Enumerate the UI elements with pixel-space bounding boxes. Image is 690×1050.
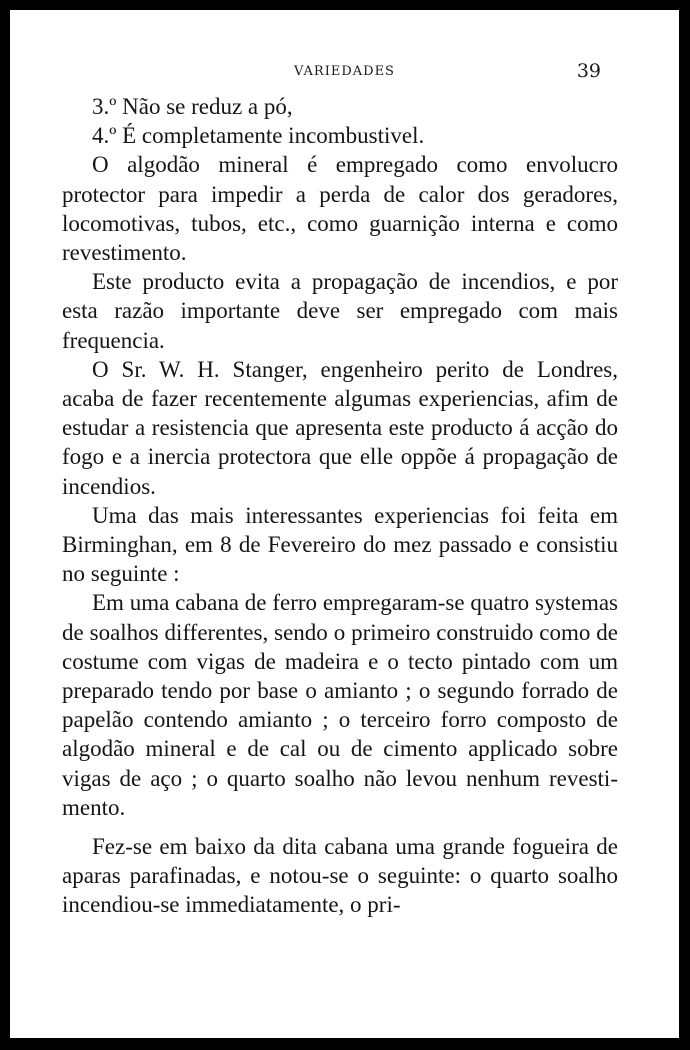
paragraph-birmingham-experiment: Uma das mais interessantes experiencias foi feita em Birminghan, em 8 de Fevereiro do mez passado e consistiu no seguinte :	[62, 502, 618, 587]
paragraph-iron-hut-floors: Em uma cabana de ferro empregaram-se quatro systemas de soalhos differentes, sendo o primeiro construido como de costume com vigas de madeira e o tecto pintado com um preparado tendo por base o amianto ; o segundo forrado de papelão contendo amianto ; o terceiro forro composto de algodão mineral e de cal ou de cimento applicado sobre vigas de aço ; o quarto soalho não levou nenhum revestimento.	[62, 590, 618, 820]
paragraph-fire-propagation: Este producto evita a propagação de incendios, e por esta razão importante deve ser empregado com mais frequencia.	[62, 269, 618, 353]
running-title: VARIEDADES	[294, 64, 395, 79]
list-item-3: 3.º Não se reduz a pó,	[92, 94, 293, 119]
paragraph-mineral-cotton-use: O algodão mineral é empregado como envolucro protector para impedir a perda de calor dos geradores, locomotivas, tubos, etc., como guarnição interna e como revestimento.	[62, 152, 618, 266]
paragraph-bonfire-test: Fez-se em baixo da dita cabana uma grande fogueira de aparas parafinadas, e notou-se o seguinte: o quarto soalho incendiou-se immediatamente, o pri-	[62, 834, 618, 918]
list-item-4: 4.º É completamente incombustivel.	[92, 123, 425, 149]
body-text	[62, 92, 618, 920]
book-page	[10, 10, 679, 1038]
page-number: 39	[576, 60, 601, 82]
paragraph-stanger-experiments: O Sr. W. H. Stanger, engenheiro perito de Londres, acaba de fazer recentemente algumas experiencias, afim de estudar a resistencia que apresenta este producto á acção do fogo e a inercia protectora que elle oppõe á propagação de incendios.	[62, 356, 618, 499]
